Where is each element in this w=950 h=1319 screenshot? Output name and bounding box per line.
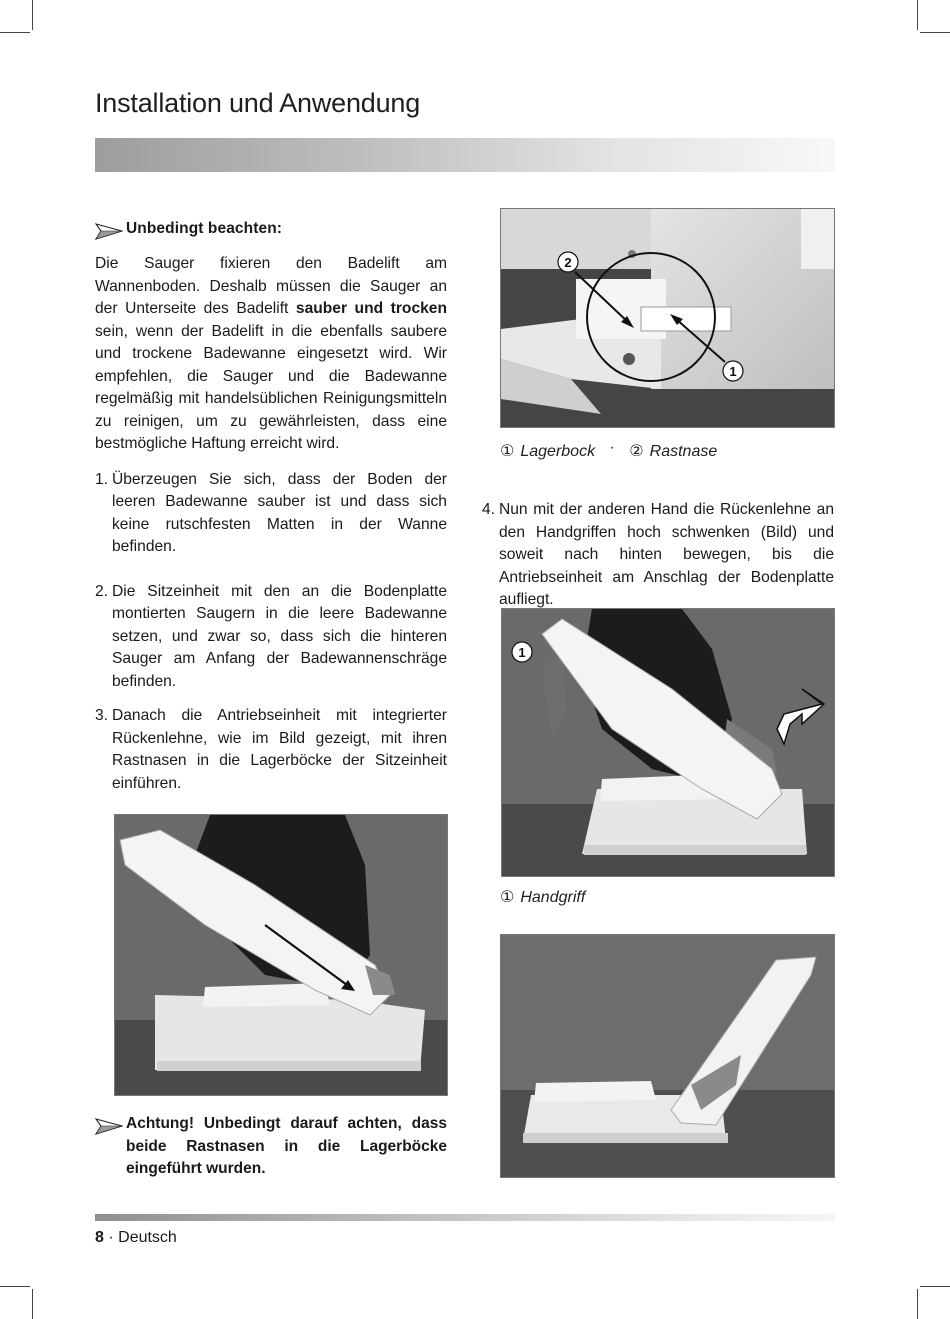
caption-number: ① xyxy=(500,443,515,460)
crop-mark xyxy=(0,1286,30,1287)
arrow-marker-icon xyxy=(95,221,123,241)
note-body xyxy=(95,253,447,456)
step-text: Danach die Antriebseinheit mit integrierter Rückenlehne, wie im Bild gezeigt, mit ihren Rastnasen in die Lagerböcke der Sitzeinheit einführen. xyxy=(112,707,447,792)
note-body-text: Die Sauger fixieren den Badelift am Wannenboden. Deshalb müssen die Sauger an der Unterseite des Badelift xyxy=(95,255,447,317)
arrow-marker-icon xyxy=(95,1116,123,1136)
step-item xyxy=(482,499,834,612)
crop-mark xyxy=(917,1289,918,1319)
step-text: Nun mit der anderen Hand die Rückenlehne an den Handgriffen hoch schwenken (Bild) und soweit nach hinten bewegen, bis die Antriebseinheit am Anschlag der Bodenplatte aufliegt. xyxy=(499,501,834,608)
right-column xyxy=(482,499,834,612)
handgriff-photo-graphic xyxy=(502,609,834,876)
warning-text: Achtung! Unbedingt darauf achten, dass beide Rastnasen in die Lagerböcke eingeführt wurden. xyxy=(126,1115,447,1177)
footer-language: · Deutsch xyxy=(108,1229,177,1246)
crop-mark xyxy=(32,1289,33,1319)
crop-mark xyxy=(917,0,918,30)
note-body-text: sein, wenn der Badelift in die ebenfalls saubere und trockene Badewanne eingesetzt wird. Wir empfehlen, die Sauger und die Badewanne regelmäßig mit handelsüblichen Reinigungsmitteln zu reinigen, um zu gewährleisten, dass eine bestmögliche Haftung erreicht wird. xyxy=(95,322,447,452)
warning-note xyxy=(95,1113,447,1181)
final-position-photo-graphic xyxy=(501,935,834,1177)
step-item xyxy=(95,469,447,559)
insertion-photo-graphic xyxy=(115,815,447,1095)
caption-number: ① xyxy=(500,889,515,906)
caption-separator: · xyxy=(609,439,615,456)
step-number: 3. xyxy=(95,707,109,724)
page-title: Installation und Anwendung xyxy=(95,88,421,118)
caption-label: Lagerbock xyxy=(520,443,596,460)
page-footer xyxy=(95,1229,177,1247)
crop-mark xyxy=(920,1286,950,1287)
note-heading xyxy=(95,220,282,241)
step-text: Die Sitzeinheit mit den an die Bodenplatte montierten Saugern in die leere Badewanne setzen, und zwar so, dass sich die hinteren Sauger am Anfang der Badewannenschräge befinden. xyxy=(112,582,447,690)
step-item xyxy=(95,705,447,795)
step-number: 4. xyxy=(482,501,496,518)
step-text: Überzeugen Sie sich, dass der Boden der leeren Badewanne sauber ist und dass sich keine rutschfesten Matten in der Wanne befinden. xyxy=(112,470,447,555)
crop-mark xyxy=(32,0,33,30)
final-position-photo xyxy=(500,934,835,1178)
note-body-emphasis: sauber und trocken xyxy=(295,300,447,317)
detail-caption xyxy=(500,441,717,461)
step-item xyxy=(95,581,447,694)
step-number: 2. xyxy=(95,582,109,600)
insertion-photo xyxy=(114,814,448,1096)
step-number: 1. xyxy=(95,470,109,488)
crop-mark xyxy=(0,32,30,33)
detail-photo-graphic xyxy=(501,209,834,427)
detail-photo xyxy=(500,208,835,428)
footer-band xyxy=(95,1214,835,1221)
crop-mark xyxy=(920,32,950,33)
caption-label: Rastnase xyxy=(649,443,718,460)
marker-lagerbock: 1 xyxy=(729,364,737,379)
left-column xyxy=(95,253,447,795)
page-number: 8 xyxy=(95,1229,104,1246)
header-band xyxy=(95,138,835,172)
marker-rastnase: 2 xyxy=(564,255,572,270)
marker-handgriff: 1 xyxy=(518,645,526,660)
note-title: Unbedingt beachten: xyxy=(126,220,283,237)
handgriff-photo xyxy=(501,608,835,877)
caption-number: ② xyxy=(629,443,644,460)
caption-label: Handgriff xyxy=(520,889,586,906)
handgriff-caption xyxy=(500,887,585,907)
